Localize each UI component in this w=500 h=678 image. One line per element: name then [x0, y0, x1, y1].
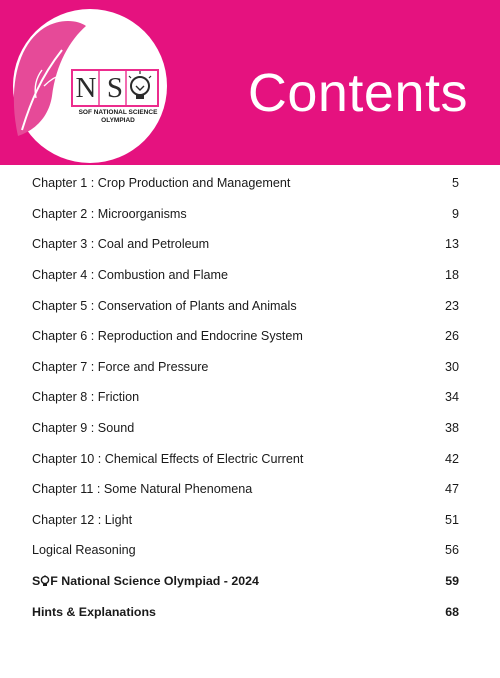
toc-entry[interactable] — [32, 321, 459, 352]
toc-entry[interactable] — [32, 505, 459, 536]
toc-entry-label: Chapter 10 : Chemical Effects of Electric Current — [32, 451, 304, 466]
toc-entry-label: Chapter 12 : Light — [32, 512, 133, 527]
toc-entry-label: Chapter 5 : Conservation of Plants and Animals — [32, 298, 297, 313]
toc-entry-page: 13 — [444, 237, 459, 252]
logo-caption-line2: OLYMPIAD — [101, 117, 135, 124]
logo-caption — [70, 109, 166, 125]
toc-entry-page: 42 — [444, 451, 459, 466]
logo-letters — [74, 71, 156, 105]
toc-entry-page: 51 — [444, 512, 459, 527]
toc-entry-page: 9 — [451, 206, 459, 221]
toc-entry[interactable] — [32, 382, 459, 413]
toc-entry-label: Logical Reasoning — [32, 543, 136, 558]
toc-entry[interactable] — [32, 168, 459, 199]
toc-entry-page: 59 — [445, 574, 459, 589]
toc-entry-label: Chapter 9 : Sound — [32, 421, 135, 436]
toc-entry-label: Chapter 7 : Force and Pressure — [32, 359, 209, 374]
toc-entry[interactable] — [32, 290, 459, 321]
toc-entry-page: 23 — [444, 298, 459, 313]
toc-entry-page: 18 — [444, 268, 459, 283]
toc-entry-label: Chapter 8 : Friction — [32, 390, 140, 405]
toc-entry-label: Chapter 6 : Reproduction and Endocrine System — [32, 329, 303, 344]
toc-entry-label: Chapter 4 : Combustion and Flame — [32, 268, 229, 283]
toc-entry[interactable] — [32, 260, 459, 291]
toc-entry[interactable] — [32, 443, 459, 474]
logo-caption-line1: SOF NATIONAL SCIENCE — [78, 109, 158, 116]
toc-entry-page: 68 — [445, 604, 459, 619]
toc-entry-label — [32, 574, 259, 588]
toc-entry[interactable] — [32, 352, 459, 383]
toc-entry-page: 30 — [444, 359, 459, 374]
logo-letter-n: N — [75, 71, 97, 104]
toc-entry[interactable] — [32, 535, 459, 566]
toc-entry-olympiad[interactable] — [32, 566, 459, 597]
toc-entry-label: Chapter 1 : Crop Production and Management — [32, 176, 291, 191]
sof-brand-f: F — [50, 574, 58, 589]
toc-entry-hints[interactable] — [32, 596, 459, 627]
toc-entry-page: 34 — [444, 390, 459, 405]
sof-brand-s: S — [32, 574, 41, 589]
toc-entry[interactable] — [32, 199, 459, 230]
logo-letter-s: S — [106, 71, 124, 104]
header-banner — [0, 0, 500, 165]
toc-entry[interactable] — [32, 413, 459, 444]
toc-entry[interactable] — [32, 474, 459, 505]
sof-brand — [32, 574, 58, 588]
toc-entry[interactable] — [32, 229, 459, 260]
toc-entry-label: Hints & Explanations — [32, 604, 156, 619]
toc-entry-olympiad-label: National Science Olympiad - 2024 — [61, 574, 259, 589]
toc-entry-page: 5 — [451, 176, 459, 191]
toc-entry-page: 47 — [444, 482, 459, 497]
toc-entry-label: Chapter 3 : Coal and Petroleum — [32, 237, 210, 252]
toc-entry-label: Chapter 11 : Some Natural Phenomena — [32, 482, 253, 497]
table-of-contents — [32, 168, 459, 627]
bulb-o-icon — [40, 575, 50, 587]
toc-entry-page: 56 — [444, 543, 459, 558]
page-title: Contents — [247, 63, 468, 123]
toc-entry-page: 38 — [444, 421, 459, 436]
toc-entry-page: 26 — [444, 329, 459, 344]
toc-entry-label: Chapter 2 : Microorganisms — [32, 206, 187, 221]
